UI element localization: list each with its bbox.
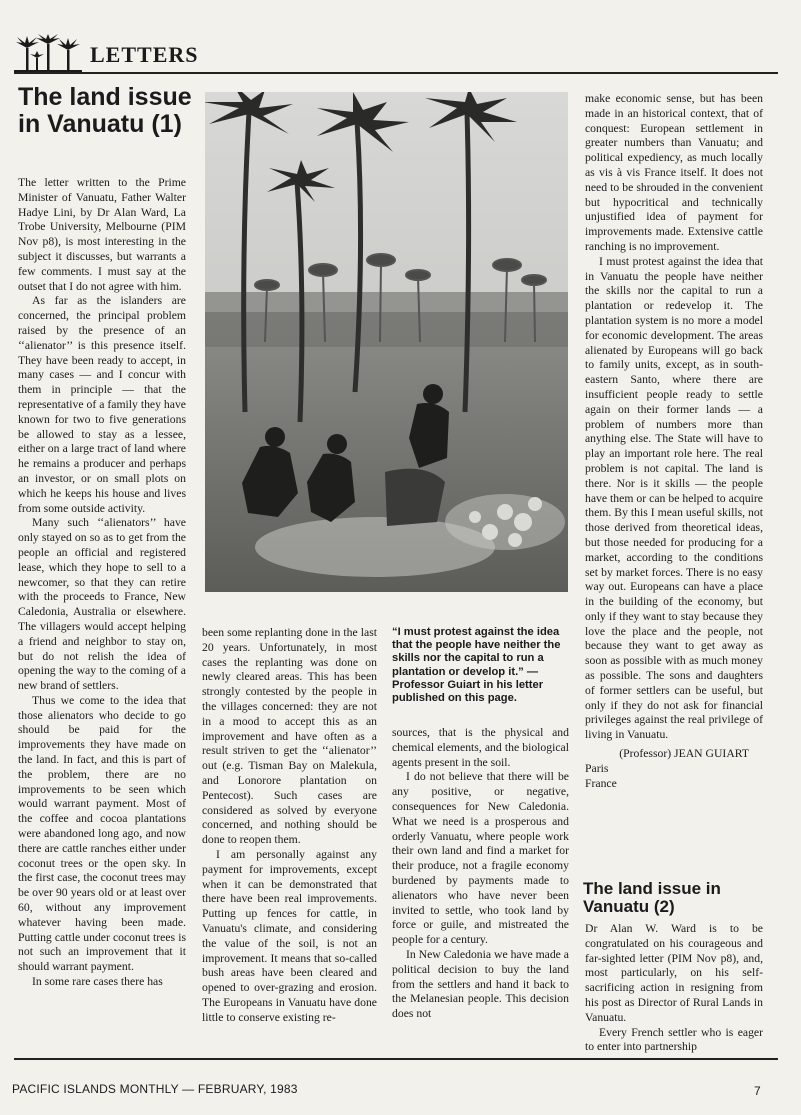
letter1-column-1 — [18, 176, 186, 990]
paragraph: been some replanting done in the last 20 years. Unfortunately, in most cases the replanting was done on newly cleared areas. This has been strongly contested by the people in the villages concerned: they are not in a mood to accept this as an improvement and have often as a result striven to get the ‘‘alienator’’ out (e.g. Tisman Bay on Malekula, and Lonorore plantation on Pentecost). Such cases are considered as solved by everyone concerned, and nothing should be done to reopen them. — [202, 626, 377, 847]
top-rule — [14, 72, 778, 74]
paragraph: sources, that is the physical and chemical elements, and the biological agents present in the soil. — [392, 726, 569, 769]
paragraph: I must protest against the idea that in Vanuatu the people have neither the skills nor the capital to run a plantation or redevelop it. The plantation system is no more a model for economic development. The areas alienated by Europeans will go back to family units, except, as in south-eastern Santo, where there are insufficient people ready to settle again on their former lands — a problem of numbers more than anything else. The State will have to play an important role here. The real problem is not capital. The land is there. Nor is it skills — the people have them or can be helped to acquire them. By this I mean useful skills, not those derived from theoretical ideas, but those needed for producing for a market, according to the conditions set by market forces. There is no easy way out. Europeans can have a place in the building of the economy, but only if they want to stay because they love the place and the people, not because they want to get away as soon as possible with as much money as possible. The sons and daughters of former settlers can be useful, but only if they do not ask for financial privileges against the real privilege of living in Vanuatu. — [585, 254, 763, 742]
paragraph: In New Caledonia we have made a political decision to buy the land from the settlers and hand it back to the Melanesian people. This decision does not — [392, 947, 569, 1021]
letter1-column-4 — [585, 92, 763, 791]
letter1-column-3 — [392, 726, 569, 1022]
coconut-plantation-photo — [205, 92, 568, 592]
section-label: LETTERS — [90, 42, 199, 67]
sender-country: France — [585, 776, 617, 790]
page-number: 7 — [754, 1084, 761, 1098]
paragraph: I do not believe that there will be any positive, or negative, consequences for New Caledonia. What we need is a prosperous and orderly Vanuatu, where people work their own land and find a market for their produce, not a fragile economy burdened by payments made to alienators who have never been invited to settle, who took land by force or guile, and mistreated the people for a century. — [392, 770, 569, 947]
letter2-title: The land issue in Vanuatu (2) — [583, 879, 721, 917]
paragraph: The letter written to the Prime Minister of Vanuatu, Father Walter Hadye Lini, by Dr Alan Ward, La Trobe University, Melbourne (PIM Nov p8), is most interesting in the subject it discusses, but warrants a few comments. I must say at the outset that I do not agree with him. — [18, 176, 186, 293]
paragraph: Every French settler who is eager to enter into partnership — [585, 1025, 763, 1054]
paragraph: Many such ‘‘alienators’’ have only stayed on so as to get from the people an official and registered lease, which they hope to sell to a newcomer, so that they can retire with the proceeds to France, New Caledonia, Australia or elsewhere. The villagers would accept helping a friend and neighbor to stay on, but do not relish the idea of opening the way to the coming of a new brand of settlers. — [18, 516, 186, 693]
letter1-column-2 — [202, 626, 377, 1026]
paragraph: Dr Alan W. Ward is to be congratulated on his courageous and far-sighted letter (PIM Nov p8), and, most particularly, on his self-sacrificing action in resigning from his post as Director of Rural Lands in Vanuatu. — [585, 922, 763, 1024]
publication-footer: PACIFIC ISLANDS MONTHLY — FEBRUARY, 1983 — [12, 1082, 298, 1096]
pull-quote: “I must protest against the idea that the people have neither the skills nor the capital to run a plantation or develop it.” — Professor Guiart in his letter published on this page. — [392, 626, 561, 705]
bottom-rule — [14, 1058, 778, 1060]
paragraph: Thus we come to the idea that those alienators who decide to go should be paid for the improvements they have made on the land. In fact, and this is part of the problem, there are no improvements to be seen which would warrant payment. Most of the coffee and cocoa plantations were abandoned long ago, and now there are cattle ranches either under coconut trees or the open sky. In the first case, the coconut trees may be over 90 years old or at least over 60, without any improvement whatever having been made. Putting cattle under coconut trees is not such an improvement that it should warrant payment. — [18, 693, 186, 974]
paragraph: As far as the islanders are concerned, the principal problem raised by the presence of an ‘‘alienator’’ is this presence itself. They have been ready to accept, in many cases — and I concur with them in principle — that the representative of a family they have known for two to five generations be allowed to stay as a lessee, either on a large tract of land where he remains a producer and perhaps an investor, or on small plots on which he keeps his house and lives from some outside activity. — [18, 294, 186, 515]
palm-trees-icon — [14, 34, 82, 74]
paragraph: make economic sense, but has been made in an historical context, that of conquest: European settlement in greater numbers than Vanuatu; and political expediency, as much locally as vis à vis France itself. It does not need to be shrouded in the convenient but hypocritical and technically unjustified idea of payment for improvements made. Extensive cattle ranching is no improvement. — [585, 92, 763, 253]
paragraph: I am personally against any payment for improvements, except when it can be demonstrated that there have been real improvements. Putting up fences for cattle, in Vanuatu's climate, and considering the value of the soil, is not an improvement. It means that so-called bush areas have been cleared and opened to over-grazing and erosion. The Europeans in Vanuatu have done little to conserve existing re- — [202, 847, 377, 1024]
signature: (Professor) JEAN GUIART — [619, 747, 749, 761]
letter1-title: The land issue in Vanuatu (1) — [18, 83, 192, 138]
paragraph: In some rare cases there has — [32, 975, 163, 989]
sender-city: Paris — [585, 761, 609, 775]
letter2-body — [585, 922, 763, 1055]
